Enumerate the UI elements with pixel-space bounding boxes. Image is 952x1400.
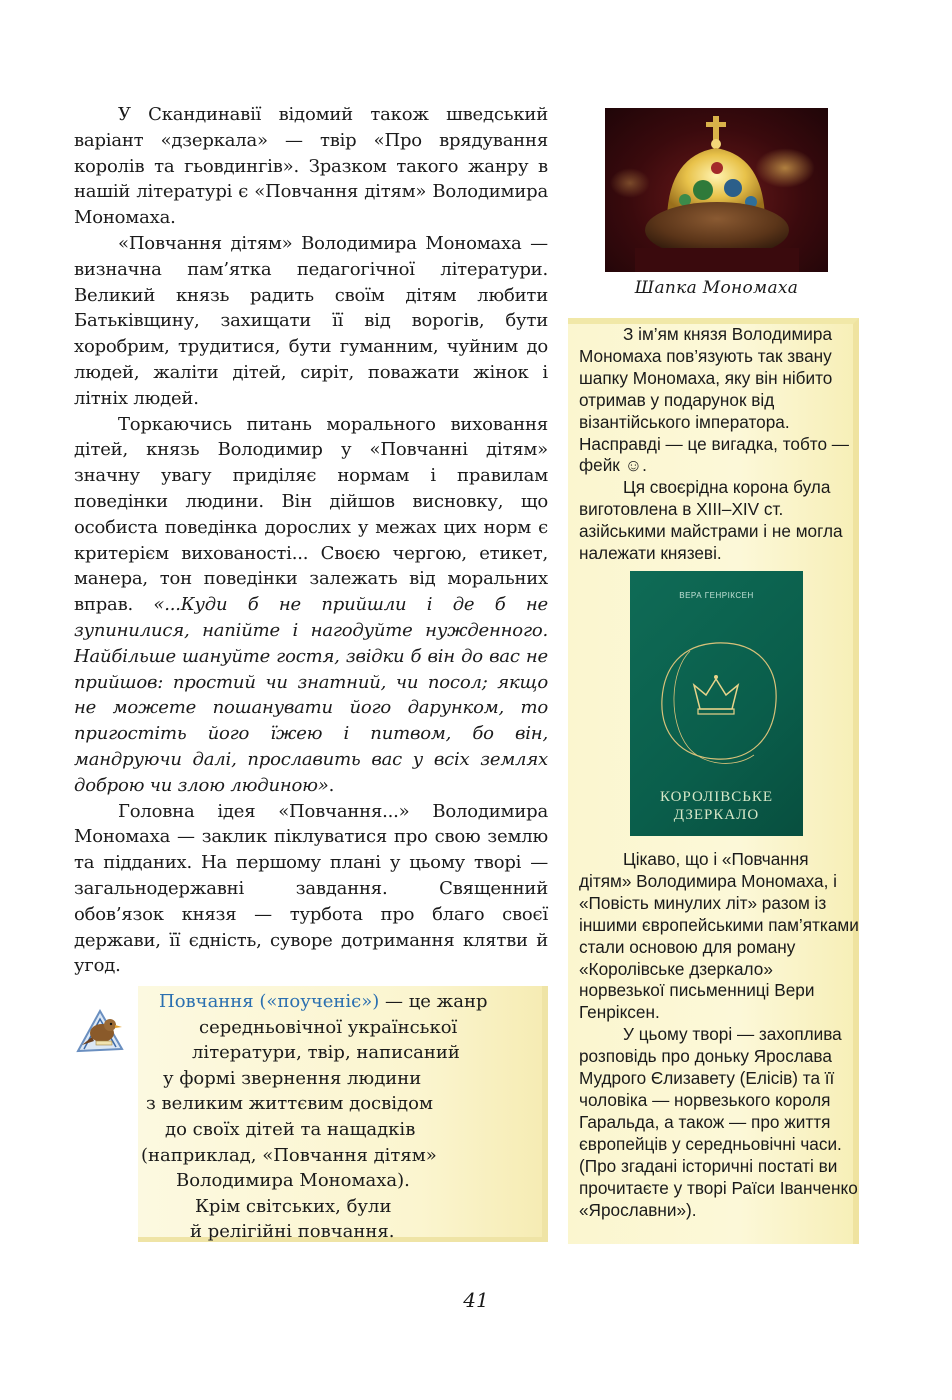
paragraph-text-end: . bbox=[328, 774, 335, 796]
book-author: ВЕРА ГЕНРІКСЕН bbox=[679, 591, 754, 600]
sidebar-paragraph-novel-basis: Цікаво, що і «Повчання дітям» Володимира Мономаха, і «Повість минулих літ» разом із іншими європейськими пам’ятками стали основою для роману «Королівське дзеркало» норвезької письменниці Вери Генріксен. bbox=[579, 849, 859, 1023]
main-text-column bbox=[74, 102, 548, 979]
definition-line: (наприклад, «Повчання дітям» bbox=[141, 1144, 437, 1166]
definition-term: Повчання («поученіє») bbox=[159, 991, 380, 1012]
definition-first-line bbox=[138, 989, 538, 1015]
photo-caption: Шапка Мономаха bbox=[634, 278, 799, 298]
sidebar-paragraph-cap-fake: З ім’ям князя Володимира Мономаха пов’язують так звану шапку Мономаха, яку він нібито отримав у подарунок від візантійського імператора. Насправді — це вигадка, тобто — фейк ☺. bbox=[579, 324, 849, 476]
book-title bbox=[630, 788, 803, 824]
sidebar-text-bottom bbox=[579, 849, 859, 1221]
book-title-line: КОРОЛІВСЬКЕ bbox=[659, 789, 774, 805]
definition-line: — це жанр bbox=[379, 991, 488, 1012]
monomakh-cap-photo bbox=[605, 108, 828, 272]
definition-text bbox=[138, 989, 538, 1245]
paragraph-text: Торкаючись питань морального виховання дітей, князь Володимир у «Повчанні дітям» значну увагу приділяє нормам і правилам поведінки людини. Він дійшов висновку, що особиста поведінка дорослих у межах цих норм є критерієм вихованості... Своєю чергою, етикет, манера, тон поведінки залежать від моральних вправ. bbox=[74, 413, 548, 616]
book-cover bbox=[630, 571, 803, 836]
paragraph-povchannia: «Повчання дітям» Володимира Мономаха — визначна пам’ятка педагогічної літератури. Великий князь радить своїм дітям любити Батьківщину, захищати її від ворогів, бути хоробрим, трудитися, бути гуманним, чуйним до людей, жаліти дітей, сиріт, поважати жінок і літніх людей. bbox=[74, 232, 548, 409]
paragraph-scandinavia: У Скандинавії відомий також шведський варіант «дзеркала» — твір «Про врядування королів та гьовдингів». Зразком такого жанру в нашій літературі є «Повчання дітям» Володимира Мономаха. bbox=[74, 104, 548, 229]
monomakh-quote: «...Куди б не прийшли і де б не зупинилися, напійте і нагодуйте нужденного. Найбільше шануйте гостя, звідки б він до вас не прийшов: простий чи знатний, чи посол; якщо не можете пошанувати його дарунком, то пригостіть його їжею і питвом, бо він, мандруючи далі, прославить вас у всіх землях доброю чи злою людиною» bbox=[74, 594, 548, 796]
sidebar-paragraph-novel-plot: У цьому творі — захоплива розповідь про доньку Ярослава Мудрого Єлизавету (Елісів) та її чоловіка — норвезького короля Гаральда, а також — про життя європейців у середньовічні часи. (Про згадані історичні постаті ви прочитаєте у творі Раїси Іванченко «Ярославни»). bbox=[579, 1024, 858, 1220]
definition-line: з великим життєвим досвідом bbox=[146, 1093, 433, 1115]
crown-illustration bbox=[605, 108, 828, 272]
sidebar-text-top bbox=[579, 324, 859, 565]
bird-with-scroll-icon bbox=[70, 1003, 130, 1059]
definition-line: середньовічної української bbox=[199, 1016, 458, 1038]
definition-line: Крім світських, були bbox=[195, 1195, 392, 1217]
sidebar-paragraph-crown-origin: Ця своєрідна корона була виготовлена в XIII–XIV ст. азійськими майстрами і не могла належати князеві. bbox=[579, 477, 843, 564]
book-title-line: ДЗЕРКАЛО bbox=[673, 807, 760, 823]
definition-line: літератури, твір, написаний bbox=[192, 1042, 460, 1064]
paragraph-moral-education bbox=[74, 412, 548, 799]
paragraph-main-idea: Головна ідея «Повчання...» Володимира Мономаха — заклик піклуватися про свою землю та підданих. На першому плані у цьому творі — загальнодержавні завдання. Священний обов’язок князя — турбота про благо своєї держави, її єдність, суворе дотримання клятви й угод. bbox=[74, 800, 548, 977]
definition-line: у формі звернення людини bbox=[163, 1067, 422, 1089]
definition-line: Володимира Мономаха). bbox=[176, 1170, 410, 1192]
definition-line: до своїх дітей та нащадків bbox=[165, 1118, 416, 1140]
definition-line: й релігійні повчання. bbox=[190, 1221, 395, 1243]
page-number: 41 bbox=[463, 1288, 489, 1312]
